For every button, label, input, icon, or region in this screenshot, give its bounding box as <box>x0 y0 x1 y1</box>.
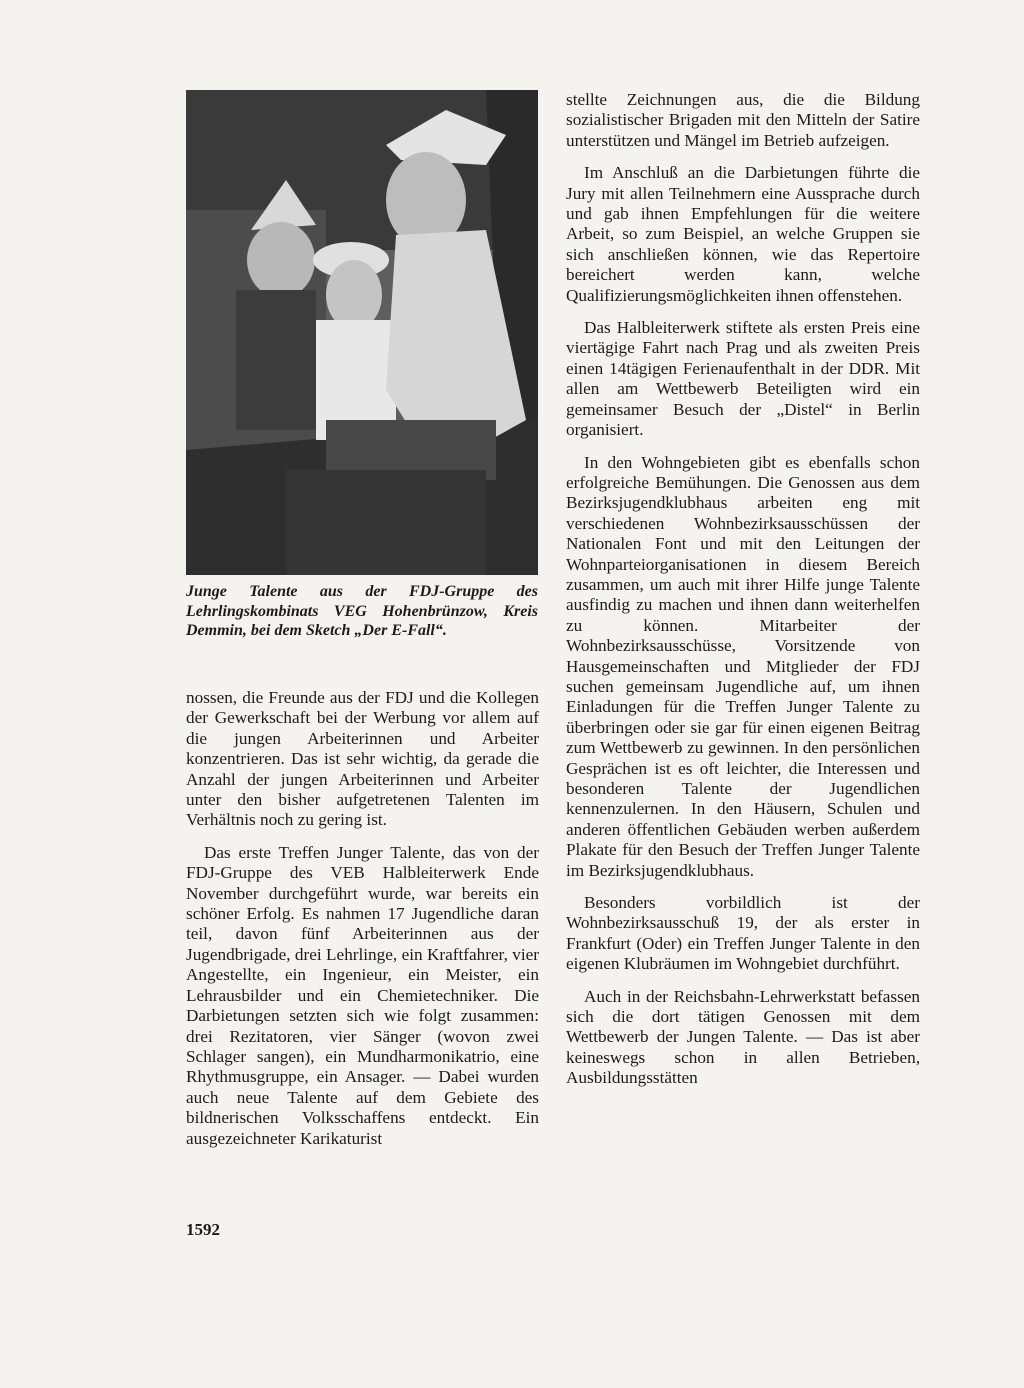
photo-caption: Junge Talente aus der FDJ-Gruppe des Lehrlingskombinats VEG Hohenbrünzow, Kreis Demmin, bei dem Sketch „Der E-Fall“. <box>186 583 538 639</box>
paragraph: nossen, die Freunde aus der FDJ und die Kollegen der Gewerkschaft bei der Werbung vor allem auf die jungen Arbeiterinnen und Arbeiter konzentrieren. Das ist sehr wichtig, da gerade die Anzahl der jungen Arbeiterinnen und Arbeiter unter den bisher aufgetretenen Talenten im Verhältnis noch zu gering ist. <box>186 688 539 830</box>
right-column <box>566 90 920 1101</box>
paragraph: Das erste Treffen Junger Talente, das von der FDJ-Gruppe des VEB Halbleiterwerk Ende November durchgeführt wurde, war bereits ein schöner Erfolg. Es nahmen 17 Jugendliche daran teil, davon fünf Arbeiterinnen aus der Jugendbrigade, drei Lehrlinge, ein Kraftfahrer, vier Angestellte, ein Ingenieur, ein Meister, ein Lehrausbilder und ein Chemietechniker. Die Darbietungen setzten sich wie folgt zusammen: drei Rezitatoren, vier Sänger (wovon zwei Schlager sangen), ein Mundharmonikatrio, eine Rhythmusgruppe, ein Ansager. — Dabei wurden auch neue Talente auf dem Gebiete des bildnerischen Volksschaffens entdeckt. Ein ausgezeichneter Karikaturist <box>186 842 539 1148</box>
page-number: 1592 <box>186 1220 220 1239</box>
paragraph: Auch in der Reichsbahn-Lehrwerkstatt befassen sich die dort tätigen Genossen mit dem Wettbewerb der Jungen Talente. — Das ist aber keineswegs schon in allen Betrieben, Ausbildungsstätten <box>566 986 920 1088</box>
photograph <box>186 90 538 575</box>
paragraph: Im Anschluß an die Darbietungen führte die Jury mit allen Teilnehmern eine Aussprache durch und gab ihnen Empfehlungen für die weitere Arbeit, so zum Beispiel, an welche Gruppen sie sich anschließen können, wie das Repertoire bereichert werden kann, welche Qualifizierungsmöglichkeiten ihnen offenstehen. <box>566 163 920 305</box>
photo-illustration <box>186 90 538 575</box>
paragraph: Das Halbleiterwerk stiftete als ersten Preis eine viertägige Fahrt nach Prag und als zweiten Preis einen 14tägigen Ferienaufenthalt in der DDR. Mit allen am Wettbewerb Beteiligten wird ein gemeinsamer Besuch der „Distel“ in Berlin organisiert. <box>566 318 920 440</box>
left-column <box>186 688 539 1161</box>
paragraph: In den Wohngebieten gibt es ebenfalls schon erfolgreiche Bemühungen. Die Genossen aus dem Bezirksjugendklubhaus arbeiten eng mit verschiedenen Wohnbezirksausschüssen der Nationalen Font und mit den Leitungen der Wohnparteiorganisationen in diesem Bereich zusammen, um auch mit ihrer Hilfe junge Talente ausfindig zu machen und ihnen dann weiterhelfen zu können. Mitarbeiter der Wohnbezirksausschüsse, Vorsitzende von Hausgemeinschaften und Mitglieder der FDJ suchen gemeinsam Jugendliche auf, um ihnen Einladungen für die Treffen Junger Talente zu überbringen oder sie gar für einen eigenen Beitrag zum Wettbewerb zu gewinnen. In den persönlichen Gesprächen ist es oft leichter, die Interessen und besonderen Talente der Jugendlichen kennenzulernen. In den Häusern, Schulen und anderen öffentlichen Gebäuden werben außerdem Plakate für den Besuch der Treffen Junger Talente im Bezirksjugendklubhaus. <box>566 452 920 880</box>
paragraph: Besonders vorbildlich ist der Wohnbezirksausschuß 19, der als erster in Frankfurt (Oder) ein Treffen Junger Talente in den eigenen Klubräumen im Wohngebiet durchführt. <box>566 893 920 974</box>
paragraph: stellte Zeichnungen aus, die die Bildung sozialistischer Brigaden mit den Mitteln der Satire unterstützen und Mängel im Betrieb aufzeigen. <box>566 90 920 150</box>
